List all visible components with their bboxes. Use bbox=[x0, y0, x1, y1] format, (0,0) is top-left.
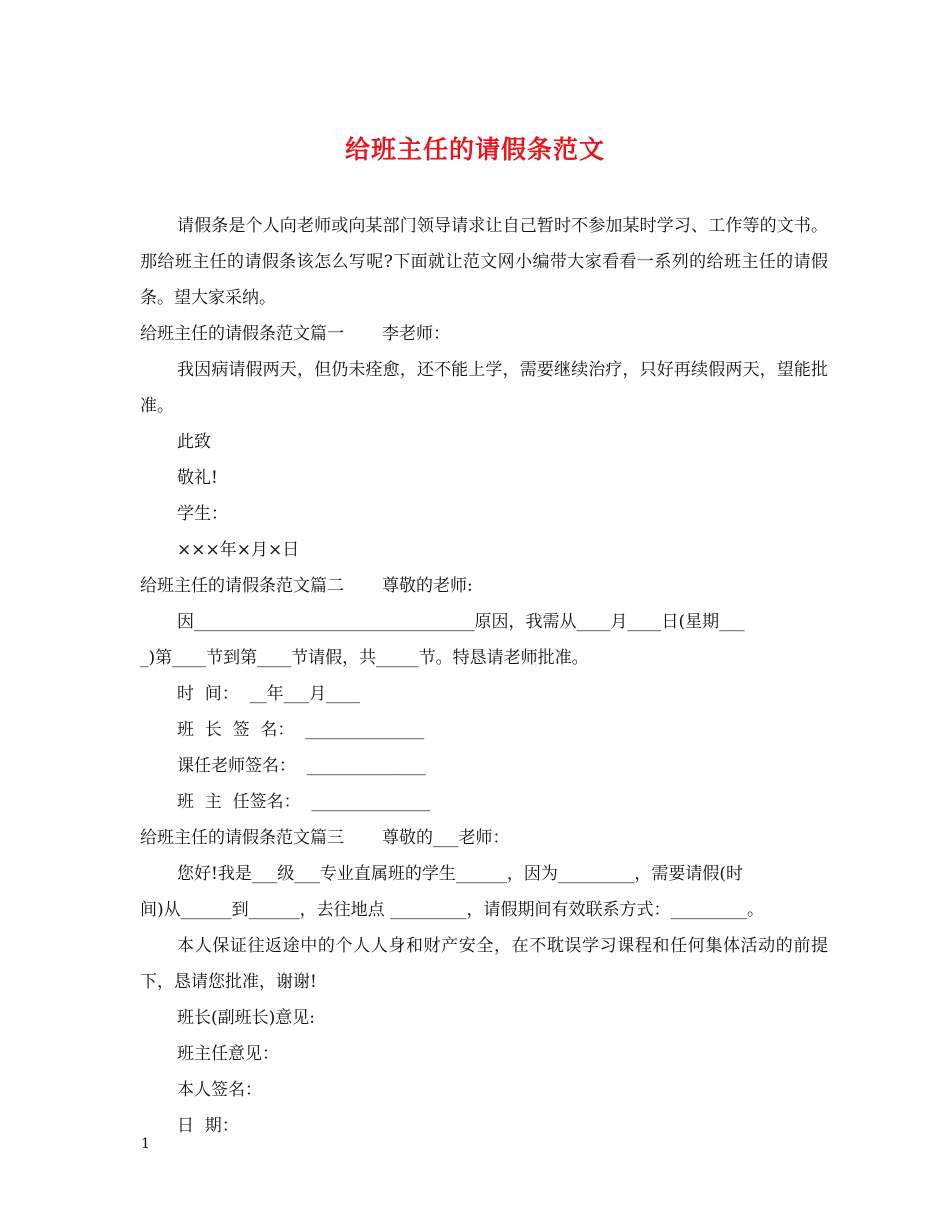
section3-date-label: 日 期： bbox=[177, 1116, 239, 1136]
section2-time-line: 时 间： __年___月____ bbox=[177, 684, 361, 704]
section1-body: 我因病请假两天，但仍未痊愈，还不能上学，需要继续治疗，只好再续假两天，望能批准。 bbox=[140, 360, 828, 416]
section1-salutation: 李老师： bbox=[382, 324, 450, 344]
section2-body-line1: 因_________________________________原因，我需从____月____日(星期___ bbox=[177, 612, 745, 632]
intro-paragraph: 请假条是个人向老师或向某部门领导请求让自己暂时不参加某时学习、工作等的文书。那给班主任的请假条该怎么写呢?下面就让范文网小编带大家看看一系列的给班主任的请假条。望大家采纳。 bbox=[140, 216, 828, 308]
section1-closing1: 此致 bbox=[177, 432, 211, 452]
section3-body-line1: 您好!我是___级___专业直属班的学生______，因为_________，需要请假(时 bbox=[177, 864, 743, 884]
section3-heading: 给班主任的请假条范文篇三 bbox=[140, 828, 344, 848]
section3-heading-line bbox=[140, 820, 828, 856]
section3-salutation: 尊敬的___老师： bbox=[382, 828, 510, 848]
section3-head-teacher-opinion: 班主任意见： bbox=[177, 1044, 279, 1064]
section2-body-line2: _)第____节到第____节请假，共_____节。特恳请老师批准。 bbox=[140, 648, 589, 668]
section2-head-teacher-sign: 班 主 任签名： ______________ bbox=[177, 792, 431, 812]
section1-closing2: 敬礼! bbox=[177, 468, 218, 488]
section1-heading-line bbox=[140, 316, 828, 352]
document-body bbox=[140, 208, 828, 1144]
section2-teacher-sign: 课任老师签名： ______________ bbox=[177, 756, 426, 776]
section1-signer: 学生： bbox=[177, 504, 228, 524]
section1-date: ×××年×月×日 bbox=[177, 540, 300, 560]
section2-heading-line bbox=[140, 568, 828, 604]
section3-self-sign: 本人签名： bbox=[177, 1080, 262, 1100]
section3-body-line2: 间)从______到______，去往地点 _________，请假期间有效联系方式：_________。 bbox=[140, 900, 765, 920]
section3-guarantee: 本人保证往返途中的个人人身和财产安全，在不耽误学习课程和任何集体活动的前提下，恳请您批准，谢谢! bbox=[140, 936, 828, 992]
section3-monitor-opinion: 班长(副班长)意见: bbox=[177, 1008, 315, 1028]
section2-heading: 给班主任的请假条范文篇二 bbox=[140, 576, 344, 596]
section1-heading: 给班主任的请假条范文篇一 bbox=[140, 324, 344, 344]
page-number: 1 bbox=[141, 1136, 150, 1152]
section2-monitor-sign: 班 长 签 名： ______________ bbox=[177, 720, 425, 740]
section2-salutation: 尊敬的老师: bbox=[382, 576, 473, 596]
document-title: 给班主任的请假条范文 bbox=[344, 135, 605, 164]
